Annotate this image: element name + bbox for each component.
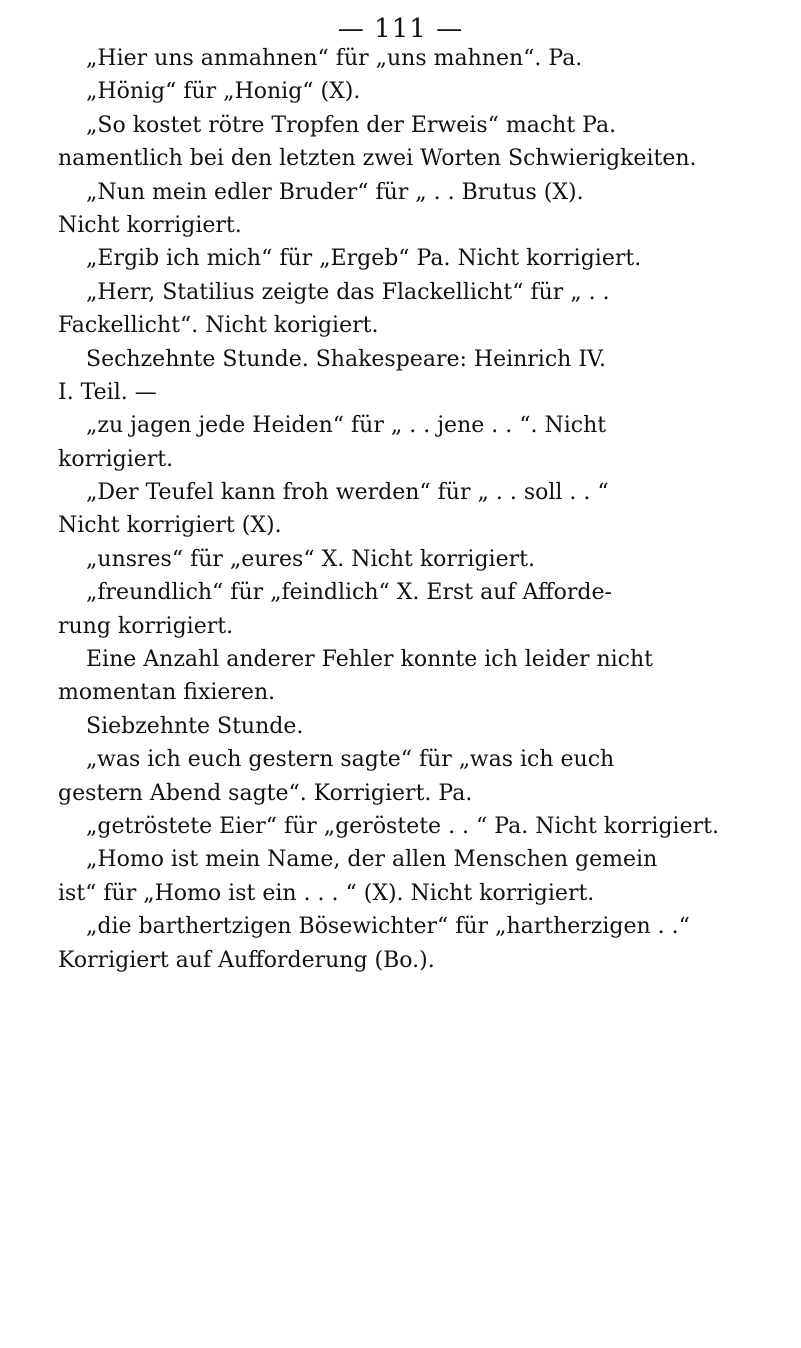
section-heading: Siebzehnte Stunde. bbox=[86, 713, 304, 739]
text-line: Nicht korrigiert. bbox=[58, 212, 242, 238]
text-line: „getröstete Eier“ für „geröstete . . “ Pa. Nicht korrigiert. bbox=[86, 813, 719, 839]
text-line: Korrigiert auf Aufforderung (Bo.). bbox=[58, 947, 435, 973]
text-line: Eine Anzahl anderer Fehler konnte ich leider nicht bbox=[86, 647, 654, 673]
text-line: „Der Teufel kann froh werden“ für „ . . soll . . “ bbox=[86, 480, 609, 506]
text-line: rung korrigiert. bbox=[58, 613, 234, 639]
text-line: namentlich bei den letzten zwei Worten Schwierigkeiten. bbox=[58, 146, 697, 172]
page-text bbox=[58, 42, 773, 977]
text-line: „Nun mein edler Bruder“ für „ . . Brutus (X). bbox=[86, 179, 584, 205]
page-number: — 111 — bbox=[337, 14, 464, 44]
text-line: „freundlich“ für „feindlich“ X. Erst auf Afforde- bbox=[86, 580, 612, 606]
text-line: gestern Abend sagte“. Korrigiert. Pa. bbox=[58, 780, 473, 806]
text-line: „Hier uns anmahnen“ für „uns mahnen“. Pa. bbox=[86, 46, 583, 71]
text-line: ist“ für „Homo ist ein . . . “ (X). Nicht korrigiert. bbox=[58, 880, 595, 906]
section-heading: Sechzehnte Stunde. Shakespeare: Heinrich IV. bbox=[86, 346, 607, 372]
text-line: momentan fixieren. bbox=[58, 680, 276, 706]
text-line: Nicht korrigiert (X). bbox=[58, 513, 282, 539]
text-line: „So kostet rötre Tropfen der Erweis“ macht Pa. bbox=[86, 112, 617, 138]
text-line: „Homo ist mein Name, der allen Menschen gemein bbox=[86, 847, 658, 873]
text-line: „Ergib ich mich“ für „Ergeb“ Pa. Nicht korrigiert. bbox=[86, 246, 642, 272]
text-line: „was ich euch gestern sagte“ für „was ich euch bbox=[86, 747, 615, 773]
text-line: korrigiert. bbox=[58, 446, 174, 472]
text-line: „Hönig“ für „Honig“ (X). bbox=[86, 79, 361, 105]
text-line: „die barthertzigen Bösewichter“ für „hartherzigen . .“ bbox=[86, 914, 690, 940]
text-line: Fackellicht“. Nicht korigiert. bbox=[58, 313, 379, 339]
text-line: „zu jagen jede Heiden“ für „ . . jene . . “. Nicht bbox=[86, 413, 607, 439]
text-line: „Herr, Statilius zeigte das Flackellicht“ für „ . . bbox=[86, 279, 610, 305]
text-line: I. Teil. — bbox=[58, 379, 157, 405]
text-line: „unsres“ für „eures“ X. Nicht korrigiert. bbox=[86, 546, 535, 572]
